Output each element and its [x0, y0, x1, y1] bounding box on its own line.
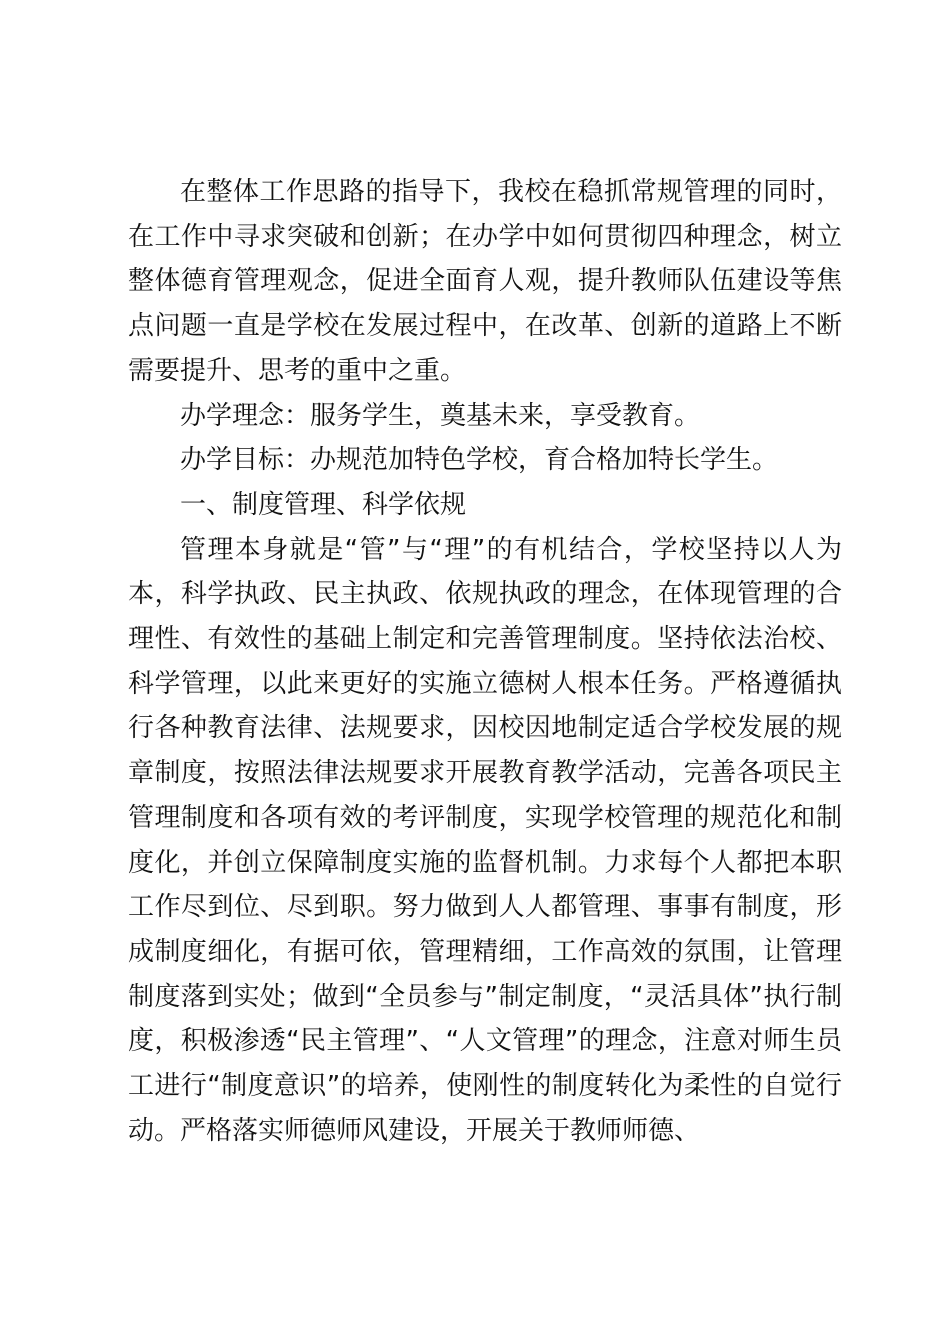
document-body [128, 170, 842, 1153]
paragraph-intro: 在整体工作思路的指导下，我校在稳抓常规管理的同时，在工作中寻求突破和创新；在办学中如何贯彻四种理念，树立整体德育管理观念，促进全面育人观，提升教师队伍建设等焦点问题一直是学校在发展过程中，在改革、创新的道路上不断需要提升、思考的重中之重。 [128, 177, 842, 386]
paragraph-school-philosophy: 办学理念：服务学生，奠基未来，享受教育。 [180, 400, 701, 431]
paragraph-school-goal: 办学目标：办规范加特色学校，育合格加特长学生。 [180, 445, 779, 476]
section-heading-system-management: 一、制度管理、科学依规 [180, 489, 467, 520]
paragraph-management-body: 管理本身就是“管”与“理”的有机结合，学校坚持以人为本，科学执政、民主执政、依规执政的理念，在体现管理的合理性、有效性的基础上制定和完善管理制度。坚持依法治校、科学管理，以此来更好的实施立德树人根本任务。严格遵循执行各种教育法律、法规要求，因校因地制定适合学校发展的规章制度，按照法律法规要求开展教育教学活动，完善各项民主管理制度和各项有效的考评制度，实现学校管理的规范化和制度化，并创立保障制度实施的监督机制。力求每个人都把本职工作尽到位、尽到职。努力做到人人都管理、事事有制度，形成制度细化，有据可依，管理精细，工作高效的氛围，让管理制度落到实处；做到“全员参与”制定制度，“灵活具体”执行制度，积极渗透“民主管理”、“人文管理”的理念，注意对师生员工进行“制度意识”的培养，使刚性的制度转化为柔性的自觉行动。严格落实师德师风建设，开展关于教师师德、 [128, 534, 842, 1146]
